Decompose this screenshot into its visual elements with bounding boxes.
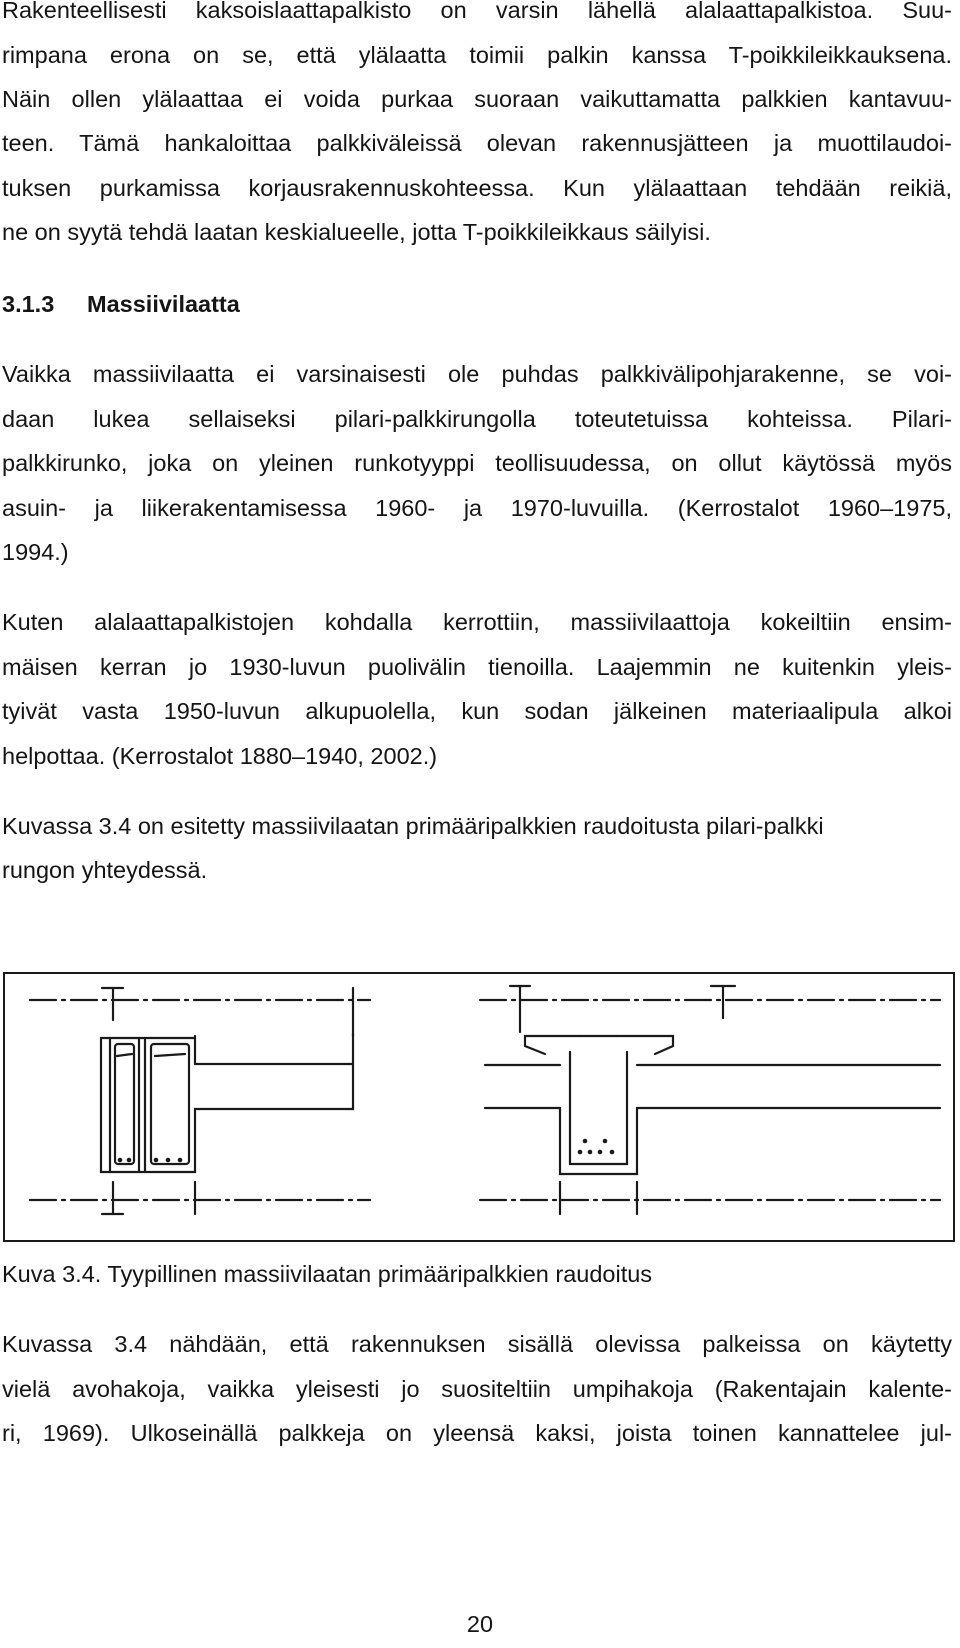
beam-drawing	[5, 974, 953, 1240]
text-line: teen. Tämä hankaloittaa palkkiväleissä olevan rakennusjätteen ja muottilaudoi-	[2, 130, 952, 156]
text-line: tuksen purkamissa korjausrakennuskohteessa. Kun ylälaattaan tehdään reikiä,	[2, 175, 952, 201]
text-line: palkkirunko, joka on yleinen runkotyyppi teollisuudessa, on ollut käytössä myös	[2, 450, 952, 476]
text-line: asuin- ja liikerakentamisessa 1960- ja 1970-luvuilla. (Kerrostalot 1960–1975,	[2, 495, 952, 521]
text-line: helpottaa. (Kerrostalot 1880–1940, 2002.)	[2, 743, 438, 769]
text-line: Näin ollen ylälaattaa ei voida purkaa suoraan vaikuttamatta palkkien kantavuu-	[2, 86, 952, 112]
text-line: rungon yhteydessä.	[2, 857, 208, 883]
edge-beam-section	[30, 988, 370, 1214]
text-line: ne on syytä tehdä laatan keskialueelle, jotta T-poikkileikkaus säilyisi.	[2, 219, 711, 245]
figure-beam-reinforcement	[3, 972, 955, 1242]
text-line: Vaikka massiivilaatta ei varsinaisesti ole puhdas palkkivälipohjarakenne, se voi-	[2, 361, 952, 387]
text-line: Rakenteellisesti kaksoislaattapalkisto on varsin lähellä alalaattapalkistoa. Suu-	[2, 0, 952, 23]
section-heading	[2, 290, 952, 318]
text-line: tyivät vasta 1950-luvun alkupuolella, kun sodan jälkeinen materiaalipula alkoi	[2, 698, 952, 724]
text-line: daan lukea sellaiseksi pilari-palkkirungolla toteutetuissa kohteissa. Pilari-	[2, 406, 952, 432]
rebar-dots	[118, 1139, 615, 1163]
section-number: 3.1.3	[2, 291, 55, 317]
text-line: mäisen kerran jo 1930-luvun puolivälin tienoilla. Laajemmin ne kuitenkin yleis-	[2, 654, 952, 680]
interior-beam-section	[480, 986, 940, 1214]
text-line: Kuvassa 3.4 nähdään, että rakennuksen sisällä olevissa palkeissa on käytetty	[2, 1331, 952, 1357]
text-line: ri, 1969). Ulkoseinällä palkkeja on yleensä kaksi, joista toinen kannattelee jul-	[2, 1420, 952, 1446]
text-line: Kuten alalaattapalkistojen kohdalla kerrottiin, massiivilaattoja kokeiltiin ensim-	[2, 609, 952, 635]
text-line: rimpana erona on se, että ylälaatta toimii palkin kanssa T-poikkileikkauksena.	[2, 42, 952, 68]
text-line: vielä avohakoja, vaikka yleisesti jo suositeltiin umpihakoja (Rakentajain kalente-	[2, 1376, 952, 1402]
section-title: Massiivilaatta	[87, 291, 240, 317]
figure-caption: Kuva 3.4. Tyypillinen massiivilaatan primääripalkkien raudoitus	[2, 1261, 653, 1287]
text-line: 1994.)	[2, 539, 69, 565]
text-line: Kuvassa 3.4 on esitetty massiivilaatan primääripalkkien raudoitusta pilari-palkki	[2, 813, 824, 839]
page-number: 20	[466, 1611, 494, 1637]
